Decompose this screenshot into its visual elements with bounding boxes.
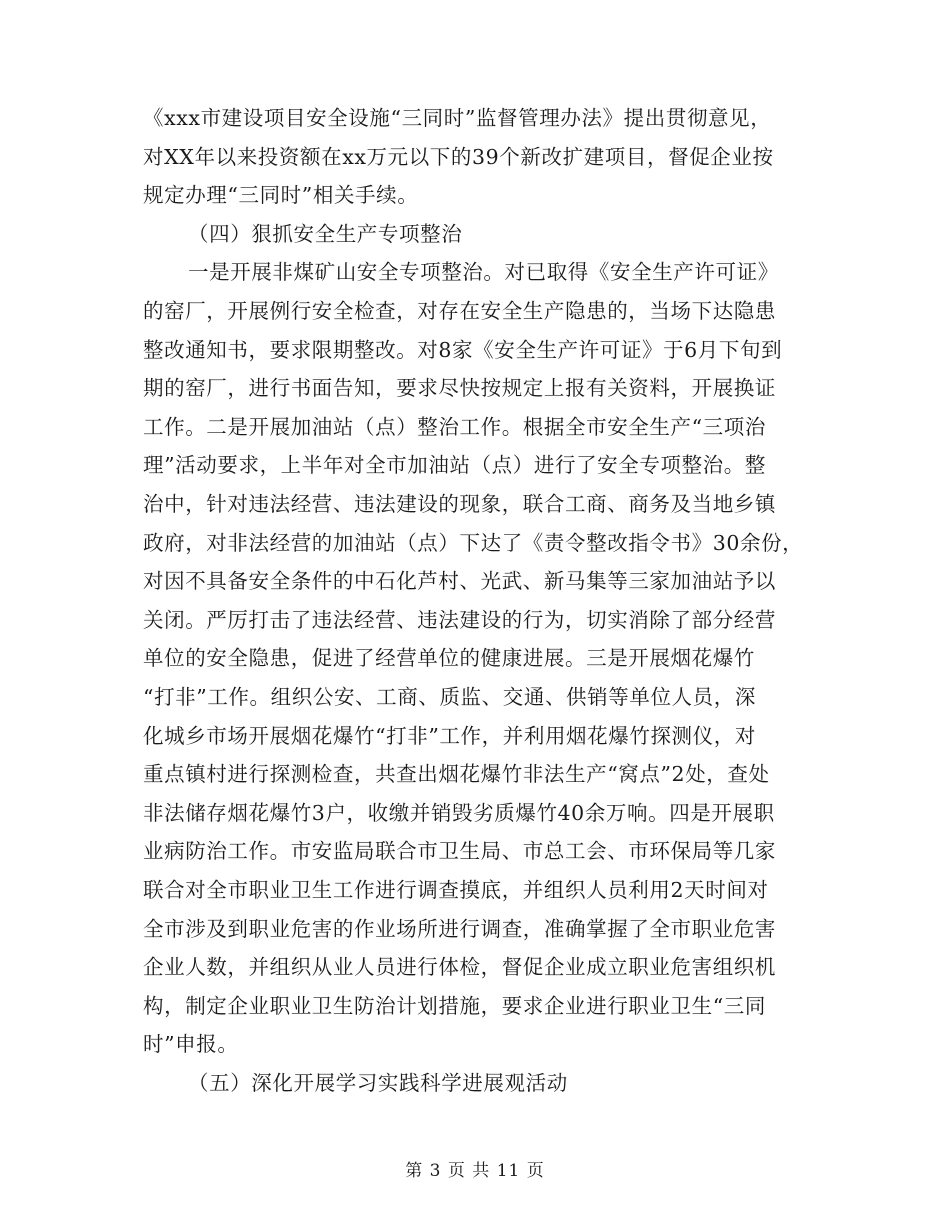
text-line: 《xxx市建设项目安全设施“三同时”监督管理办法》提出贯彻意见， [143, 106, 772, 130]
text-line: 政府，对非法经营的加油站（点）下达了《责令整改指令书》30余份， [143, 530, 804, 555]
page-number-footer: 第 3 页 共 11 页 [405, 1161, 545, 1181]
text-line: 规定办理“三同时”相关手续。 [143, 183, 419, 208]
text-line: “打非”工作。组织公安、工商、质监、交通、供销等单位人员，深 [143, 685, 756, 709]
text-line: 的窑厂，开展例行安全检查，对存在安全生产隐患的，当场下达隐患 [143, 299, 776, 323]
text-line: 全市涉及到职业危害的作业场所进行调查，准确掌握了全市职业危害 [143, 916, 776, 941]
text-line: 治中，针对违法经营、违法建设的现象，联合工商、商务及当地乡镇 [143, 492, 776, 516]
text-line: 一是开展非煤矿山安全专项整治。对已取得《安全生产许可证》 [188, 260, 779, 285]
text-line: 时”申报。 [143, 1032, 239, 1057]
text-line: 化城乡市场开展烟花爆竹“打非”工作，并利用烟花爆竹探测仪，对 [143, 723, 756, 748]
section-heading: （四）狠抓安全生产专项整治 [188, 221, 463, 246]
text-line: 整改通知书，要求限期整改。对8家《安全生产许可证》于6月下旬到 [143, 337, 783, 362]
section-heading: （五）深化开展学习实践科学进展观活动 [188, 1071, 568, 1095]
text-line: 构，制定企业职业卫生防治计划措施，要求企业进行职业卫生“三同 [143, 993, 766, 1018]
text-line: 业病防治工作。市安监局联合市卫生局、市总工会、市环保局等几家 [143, 839, 776, 864]
text-line: 联合对全市职业卫生工作进行调查摸底，并组织人员利用2天时间对 [143, 878, 769, 902]
text-line: 单位的安全隐患，促进了经营单位的健康进展。三是开展烟花爆竹 [143, 646, 755, 671]
text-line: 工作。二是开展加油站（点）整治工作。根据全市安全生产“三项治 [143, 414, 766, 439]
text-line: 理”活动要求，上半年对全市加油站（点）进行了安全专项整治。整 [143, 453, 766, 478]
text-line: 企业人数，并组织从业人员进行体检，督促企业成立职业危害组织机 [143, 955, 776, 980]
text-line: 期的窑厂，进行书面告知，要求尽快按规定上报有关资料，开展换证 [143, 376, 776, 401]
text-line: 重点镇村进行探测检查，共查出烟花爆竹非法生产“窝点”2处，查处 [143, 762, 770, 787]
text-line: 对XX年以来投资额在xx万元以下的39个新改扩建项目，督促企业按 [143, 144, 774, 169]
text-line: 关闭。严厉打击了违法经营、违法建设的行为，切实消除了部分经营 [143, 607, 776, 632]
text-line: 非法储存烟花爆竹3户，收缴并销毁劣质爆竹40余万响。四是开展职 [143, 800, 775, 825]
text-line: 对因不具备安全条件的中石化芦村、光武、新马集等三家加油站予以 [143, 569, 776, 594]
